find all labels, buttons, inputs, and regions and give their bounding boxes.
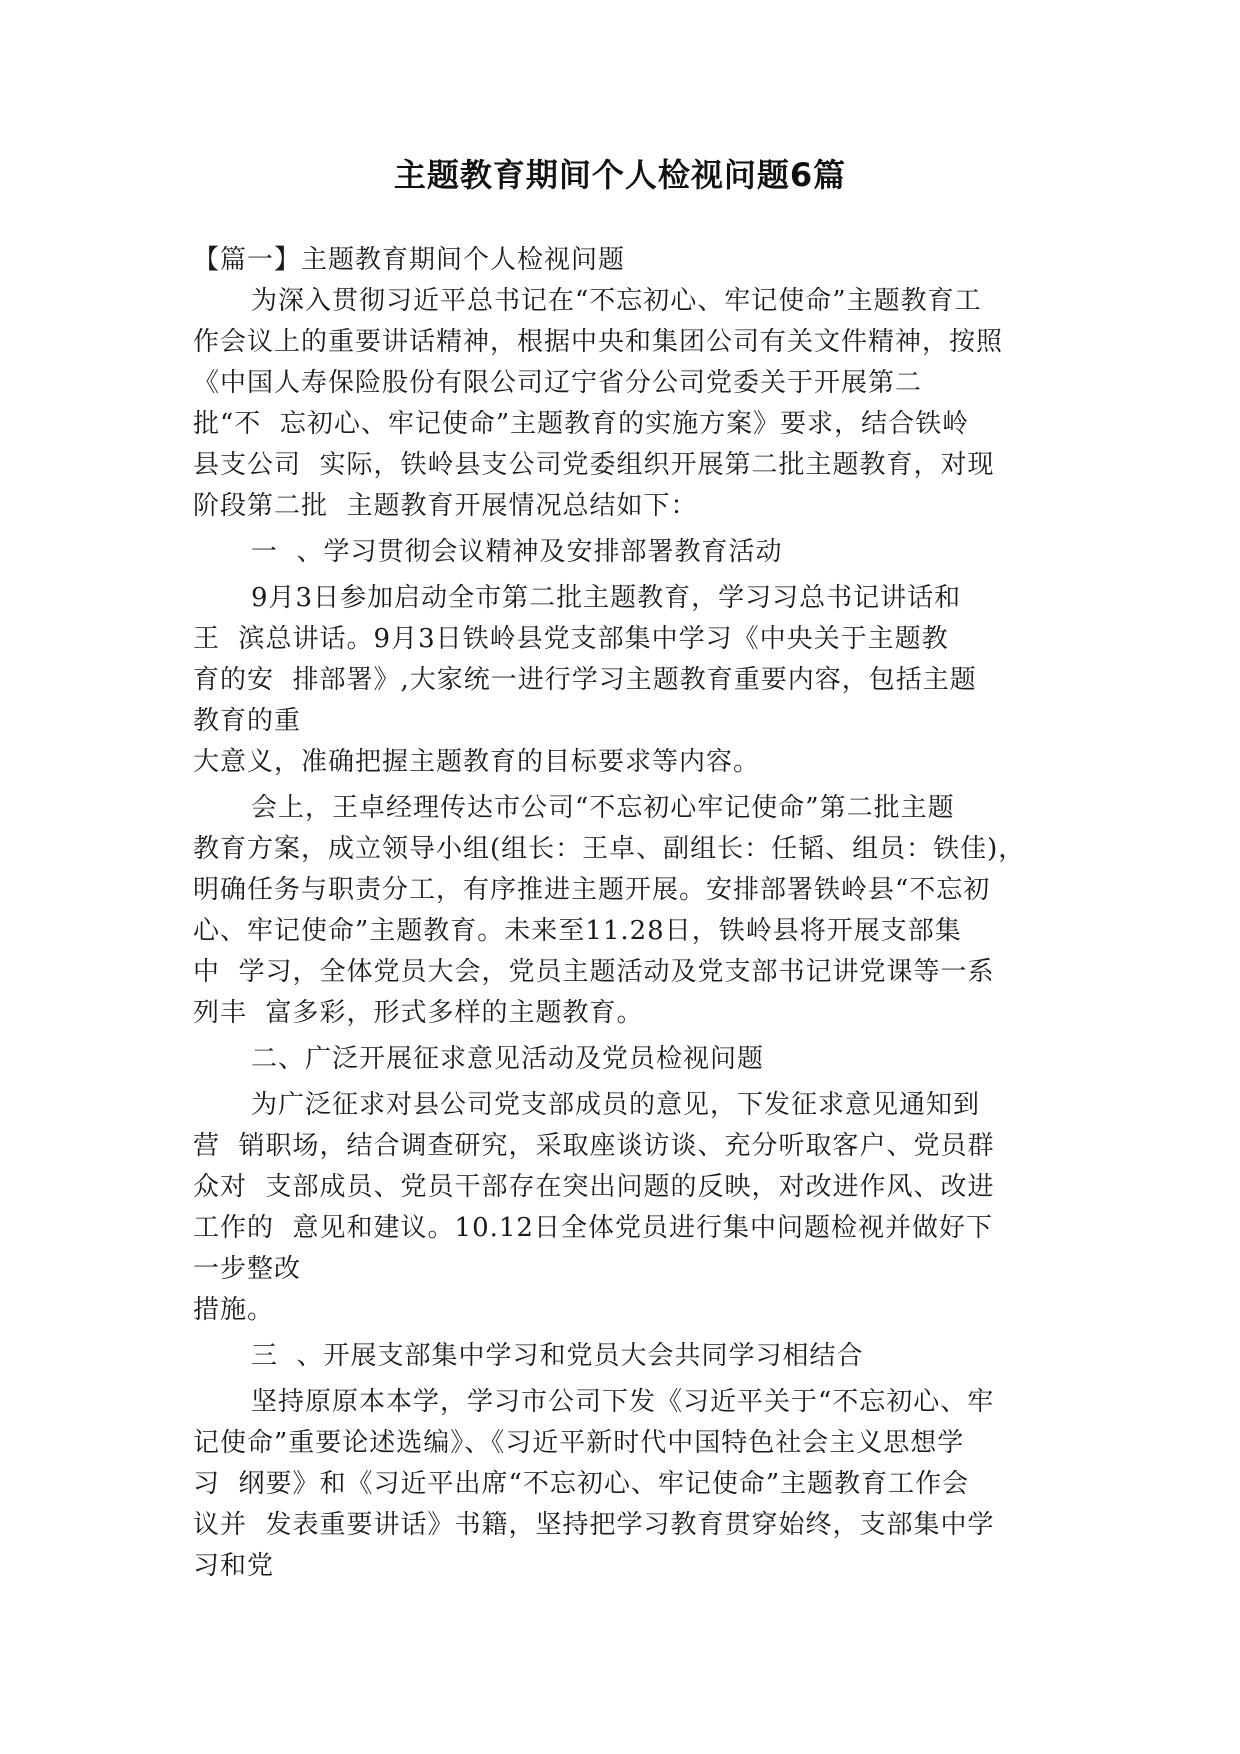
section-heading: 三 、开展支部集中学习和党员大会共同学习相结合 xyxy=(251,1341,864,1371)
paragraph-line: 习和党 xyxy=(193,1551,275,1581)
page-title: 主题教育期间个人检视问题6篇 xyxy=(393,156,847,194)
paragraph-line: 育的安 排部署》,大家统一进行学习主题教育重要内容，包括主题 xyxy=(193,665,977,695)
section-heading: 一 、学习贯彻会议精神及安排部署教育活动 xyxy=(251,537,783,567)
paragraph-line: 《中国人寿保险股份有限公司辽宁省分公司党委关于开展第二 xyxy=(193,368,923,398)
paragraph-line: 大意义，准确把握主题教育的目标要求等内容。 xyxy=(193,747,761,777)
paragraph-line: 中 学习，全体党员大会，党员主题活动及党支部书记讲党课等一系 xyxy=(193,957,995,987)
paragraph-line: 9月3日参加启动全市第二批主题教育，学习习总书记讲话和 xyxy=(251,583,962,613)
paragraph-line: 教育的重 xyxy=(193,706,302,736)
chapter-heading: 【篇一】主题教育期间个人检视问题 xyxy=(193,245,626,275)
paragraph-line: 一步整改 xyxy=(193,1254,302,1284)
paragraph-line: 明确任务与职责分工，有序推进主题开展。安排部署铁岭县“不忘初 xyxy=(193,875,991,905)
paragraph-line: 列丰 富多彩，形式多样的主题教育。 xyxy=(193,998,644,1028)
paragraph-line: 会上，王卓经理传达市公司“不忘初心牢记使命”第二批主题 xyxy=(251,793,955,823)
paragraph-line: 坚持原原本本学，学习市公司下发《习近平关于“不忘初心、牢 xyxy=(251,1387,995,1417)
paragraph-line: 习 纲要》和《习近平出席“不忘初心、牢记使命”主题教育工作会 xyxy=(193,1469,970,1499)
paragraph-line: 为广泛征求对县公司党支部成员的意见，下发征求意见通知到 xyxy=(251,1090,981,1120)
paragraph-line: 为深入贯彻习近平总书记在“不忘初心、牢记使命”主题教育工 xyxy=(251,286,982,316)
paragraph-line: 县支公司 实际，铁岭县支公司党委组织开展第二批主题教育，对现 xyxy=(193,450,995,480)
paragraph-line: 措施。 xyxy=(193,1295,275,1325)
paragraph-line: 阶段第二批 主题教育开展情况总结如下： xyxy=(193,491,698,521)
paragraph-line: 王 滨总讲话。9月3日铁岭县党支部集中学习《中央关于主题教 xyxy=(193,624,949,654)
paragraph-line: 教育方案，成立领导小组(组长：王卓、副组长：任韬、组员：铁佳)， xyxy=(193,834,1026,864)
paragraph-line: 工作的 意见和建议。10.12日全体党员进行集中问题检视并做好下 xyxy=(193,1213,993,1243)
paragraph-line: 记使命”重要论述选编》、《习近平新时代中国特色社会主义思想学 xyxy=(193,1428,965,1458)
paragraph-line: 作会议上的重要讲话精神，根据中央和集团公司有关文件精神，按照 xyxy=(193,327,1004,357)
paragraph-line: 批“不 忘初心、牢记使命”主题教育的实施方案》要求，结合铁岭 xyxy=(193,409,970,439)
paragraph-line: 众对 支部成员、党员干部存在突出问题的反映，对改进作风、改进 xyxy=(193,1172,995,1202)
paragraph-line: 营 销职场，结合调查研究，采取座谈访谈、充分听取客户、党员群 xyxy=(193,1131,995,1161)
document-body xyxy=(193,240,1053,1587)
section-heading: 二、广泛开展征求意见活动及党员检视问题 xyxy=(251,1044,765,1074)
paragraph-line: 议并 发表重要讲话》书籍，坚持把学习教育贯穿始终，支部集中学 xyxy=(193,1510,995,1540)
paragraph-line: 心、牢记使命”主题教育。未来至11.28日，铁岭县将开展支部集 xyxy=(193,916,962,946)
